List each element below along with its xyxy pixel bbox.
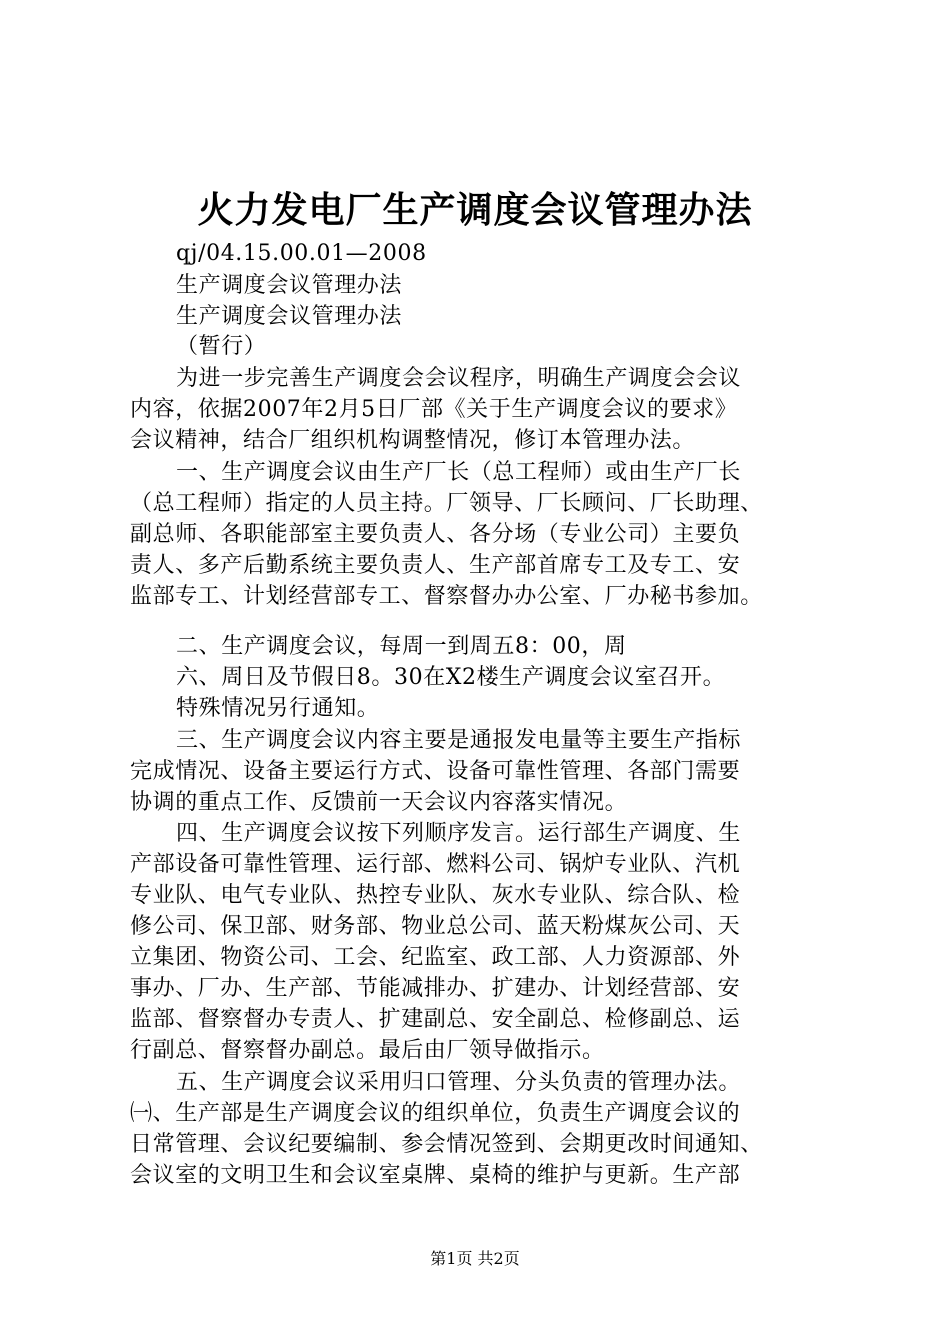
provisional-note: （暂行）: [176, 334, 267, 359]
body-line: 五、生产调度会议采用归口管理、分头负责的管理办法。: [176, 1070, 742, 1095]
page-number: 第1页 共2页: [430, 1249, 520, 1268]
body-line: 修公司、保卫部、财务部、物业总公司、蓝天粉煤灰公司、天: [130, 914, 741, 939]
body-line: 监部、督察督办专责人、扩建副总、安全副总、检修副总、运: [130, 1007, 741, 1032]
body-line: 产部设备可靠性管理、运行部、燃料公司、锅炉专业队、汽机: [130, 852, 741, 877]
body-line: 日常管理、会议纪要编制、参会情况签到、会期更改时间通知、: [130, 1132, 763, 1157]
body-line: 行副总、督察督办副总。最后由厂领导做指示。: [130, 1038, 605, 1063]
body-line: 事办、厂办、生产部、节能减排办、扩建办、计划经营部、安: [130, 976, 741, 1001]
body-line: 内容，依据2007年2月5日厂部《关于生产调度会议的要求》: [130, 397, 738, 422]
body-line: ㈠、生产部是生产调度会议的组织单位，负责生产调度会议的: [130, 1101, 741, 1126]
doc-code: qj/04.15.00.01—2008: [176, 241, 427, 266]
body-line: 三、生产调度会议内容主要是通报发电量等主要生产指标: [176, 728, 742, 753]
body-line: 协调的重点工作、反馈前一天会议内容落实情况。: [130, 790, 628, 815]
body-line: 为进一步完善生产调度会会议程序，明确生产调度会会议: [176, 366, 742, 391]
body-line: 责人、多产后勤系统主要负责人、生产部首席专工及专工、安: [130, 553, 741, 578]
body-line: 会议室的文明卫生和会议室桌牌、桌椅的维护与更新。生产部: [130, 1163, 741, 1188]
body-line: 完成情况、设备主要运行方式、设备可靠性管理、各部门需要: [130, 759, 741, 784]
body-line: 六、周日及节假日8。30在X2楼生产调度会议室召开。: [176, 665, 726, 690]
subtitle-line: 生产调度会议管理办法: [176, 273, 403, 298]
page-title: 火力发电厂生产调度会议管理办法: [197, 189, 753, 231]
body-line: 二、生产调度会议，每周一到周五8：00，周: [176, 634, 627, 659]
body-line: 副总师、各职能部室主要负责人、各分场（专业公司）主要负: [130, 522, 741, 547]
body-line: （总工程师）指定的人员主持。厂领导、厂长顾问、厂长助理、: [130, 491, 763, 516]
subtitle-line: 生产调度会议管理办法: [176, 304, 403, 329]
body-line: 一、生产调度会议由生产厂长（总工程师）或由生产厂长: [176, 460, 742, 485]
body-line: 会议精神，结合厂组织机构调整情况，修订本管理办法。: [130, 428, 696, 453]
body-line: 立集团、物资公司、工会、纪监室、政工部、人力资源部、外: [130, 945, 741, 970]
body-line: 专业队、电气专业队、热控专业队、灰水专业队、综合队、检: [130, 883, 741, 908]
body-line: 四、生产调度会议按下列顺序发言。运行部生产调度、生: [176, 821, 742, 846]
body-line: 特殊情况另行通知。: [176, 696, 380, 721]
body-line: 监部专工、计划经营部专工、督察督办办公室、厂办秘书参加。: [130, 584, 763, 609]
